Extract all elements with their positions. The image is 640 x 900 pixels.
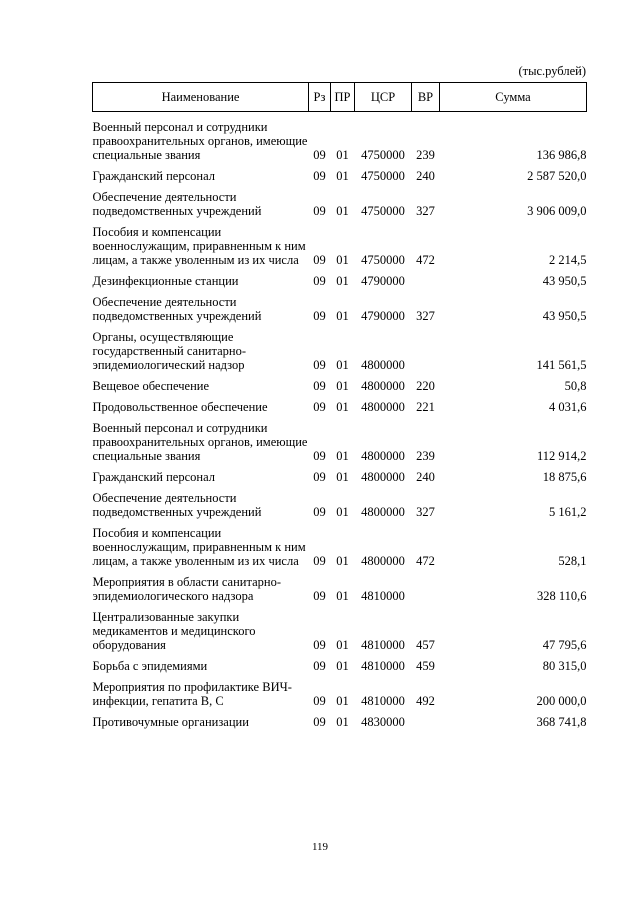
row-pr: 01: [336, 274, 349, 288]
row-sum: 112 914,2: [536, 449, 587, 463]
row-vr: 459: [416, 659, 435, 673]
row-pr: 01: [336, 253, 349, 267]
row-sum: 50,8: [564, 379, 587, 393]
table-row: [93, 169, 587, 190]
row-rz: 09: [313, 148, 326, 162]
row-csr: 4800000: [361, 379, 405, 393]
row-name: Пособия и компенсации военнослужащим, приравненным к ним лицам, а также уволенным из их числа: [92, 225, 306, 267]
row-vr: 220: [416, 379, 435, 393]
row-sum: 5 161,2: [549, 505, 587, 519]
row-name: Гражданский персонал: [92, 470, 215, 484]
row-rz: 09: [313, 400, 326, 414]
budget-table: [92, 82, 587, 736]
row-pr: 01: [336, 638, 349, 652]
row-csr: 4790000: [361, 274, 405, 288]
row-pr: 01: [336, 659, 349, 673]
row-csr: 4800000: [361, 449, 405, 463]
row-csr: 4750000: [361, 148, 405, 162]
row-sum: 368 741,8: [536, 715, 587, 729]
table-row: [93, 421, 587, 470]
row-pr: 01: [336, 589, 349, 603]
row-name: Военный персонал и сотрудники правоохранительных органов, имеющие специальные звания: [92, 120, 308, 162]
row-pr: 01: [336, 505, 349, 519]
row-pr: 01: [336, 309, 349, 323]
row-pr: 01: [336, 554, 349, 568]
row-pr: 01: [336, 400, 349, 414]
table-row: [93, 470, 587, 491]
row-rz: 09: [313, 274, 326, 288]
row-rz: 09: [313, 505, 326, 519]
table-row: [93, 400, 587, 421]
table-row: [93, 526, 587, 575]
row-sum: 136 986,8: [536, 148, 587, 162]
row-name: Мероприятия по профилактике ВИЧ-инфекции, гепатита В, С: [92, 680, 292, 708]
table-header-row: [93, 83, 587, 112]
row-csr: 4750000: [361, 169, 405, 183]
row-name: Обеспечение деятельности подведомственных учреждений: [92, 190, 262, 218]
row-vr: [412, 274, 440, 295]
row-csr: 4830000: [361, 715, 405, 729]
row-pr: 01: [336, 148, 349, 162]
table-row: [93, 112, 587, 170]
table-row: [93, 491, 587, 526]
row-pr: 01: [336, 358, 349, 372]
row-csr: 4800000: [361, 554, 405, 568]
row-pr: 01: [336, 204, 349, 218]
row-sum: 3 906 009,0: [527, 204, 587, 218]
row-sum: 2 214,5: [549, 253, 587, 267]
row-pr: 01: [336, 169, 349, 183]
row-csr: 4800000: [361, 358, 405, 372]
row-vr: 327: [416, 204, 435, 218]
row-csr: 4790000: [361, 309, 405, 323]
row-rz: 09: [313, 169, 326, 183]
header-csr: ЦСР: [355, 83, 412, 112]
row-rz: 09: [313, 715, 326, 729]
row-name: Военный персонал и сотрудники правоохранительных органов, имеющие специальные звания: [92, 421, 308, 463]
table-row: [93, 659, 587, 680]
row-rz: 09: [313, 659, 326, 673]
row-vr: 327: [416, 309, 435, 323]
header-rz: Рз: [309, 83, 331, 112]
row-vr: 221: [416, 400, 435, 414]
table-row: [93, 190, 587, 225]
row-sum: 2 587 520,0: [527, 169, 587, 183]
row-vr: 240: [416, 169, 435, 183]
table-row: [93, 295, 587, 330]
row-name: Гражданский персонал: [92, 169, 215, 183]
row-name: Обеспечение деятельности подведомственных учреждений: [92, 491, 262, 519]
row-rz: 09: [313, 694, 326, 708]
row-name: Органы, осуществляющие государственный санитарно-эпидемиологический надзор: [92, 330, 247, 372]
table-row: [93, 715, 587, 736]
row-vr: 240: [416, 470, 435, 484]
table-row: [93, 575, 587, 610]
row-rz: 09: [313, 589, 326, 603]
row-csr: 4800000: [361, 505, 405, 519]
row-sum: 43 950,5: [542, 309, 587, 323]
row-sum: 4 031,6: [549, 400, 587, 414]
row-rz: 09: [313, 253, 326, 267]
row-vr: [412, 575, 440, 610]
header-pr: ПР: [331, 83, 355, 112]
header-name: Наименование: [93, 83, 309, 112]
row-csr: 4750000: [361, 204, 405, 218]
row-pr: 01: [336, 694, 349, 708]
row-vr: 492: [416, 694, 435, 708]
row-vr: 327: [416, 505, 435, 519]
row-rz: 09: [313, 449, 326, 463]
row-rz: 09: [313, 470, 326, 484]
row-csr: 4800000: [361, 470, 405, 484]
row-name: Противочумные организации: [92, 715, 249, 729]
row-pr: 01: [336, 470, 349, 484]
row-name: Централизованные закупки медикаментов и медицинского оборудования: [92, 610, 256, 652]
row-vr: [412, 330, 440, 379]
row-name: Вещевое обеспечение: [92, 379, 209, 393]
row-pr: 01: [336, 449, 349, 463]
header-vr: ВР: [412, 83, 440, 112]
row-csr: 4810000: [361, 589, 405, 603]
row-sum: 200 000,0: [536, 694, 587, 708]
row-sum: 43 950,5: [542, 274, 587, 288]
row-sum: 18 875,6: [542, 470, 587, 484]
table-row: [93, 610, 587, 659]
row-vr: 239: [416, 148, 435, 162]
row-vr: 239: [416, 449, 435, 463]
row-vr: 457: [416, 638, 435, 652]
table-row: [93, 680, 587, 715]
row-vr: 472: [416, 253, 435, 267]
row-csr: 4810000: [361, 659, 405, 673]
row-name: Мероприятия в области санитарно-эпидемиологического надзора: [92, 575, 281, 603]
row-sum: 80 315,0: [542, 659, 587, 673]
row-csr: 4810000: [361, 638, 405, 652]
row-rz: 09: [313, 204, 326, 218]
table-row: [93, 274, 587, 295]
page-number: 119: [311, 841, 329, 853]
row-vr: [412, 715, 440, 736]
row-vr: 472: [416, 554, 435, 568]
row-sum: 47 795,6: [542, 638, 587, 652]
row-sum: 141 561,5: [536, 358, 587, 372]
row-name: Обеспечение деятельности подведомственных учреждений: [92, 295, 262, 323]
row-csr: 4750000: [361, 253, 405, 267]
row-pr: 01: [336, 379, 349, 393]
row-rz: 09: [313, 309, 326, 323]
row-rz: 09: [313, 379, 326, 393]
row-name: Продовольственное обеспечение: [92, 400, 268, 414]
row-sum: 328 110,6: [536, 589, 587, 603]
table-row: [93, 379, 587, 400]
row-csr: 4810000: [361, 694, 405, 708]
table-row: [93, 330, 587, 379]
header-sum: Сумма: [440, 83, 587, 112]
row-csr: 4800000: [361, 400, 405, 414]
row-name: Борьба с эпидемиями: [92, 659, 208, 673]
table-row: [93, 225, 587, 274]
row-sum: 528,1: [558, 554, 587, 568]
row-rz: 09: [313, 554, 326, 568]
row-rz: 09: [313, 638, 326, 652]
row-name: Дезинфекционные станции: [92, 274, 239, 288]
row-name: Пособия и компенсации военнослужащим, приравненным к ним лицам, а также уволенным из их числа: [92, 526, 306, 568]
row-rz: 09: [313, 358, 326, 372]
units-note: (тыс.рублей): [518, 64, 586, 78]
row-pr: 01: [336, 715, 349, 729]
